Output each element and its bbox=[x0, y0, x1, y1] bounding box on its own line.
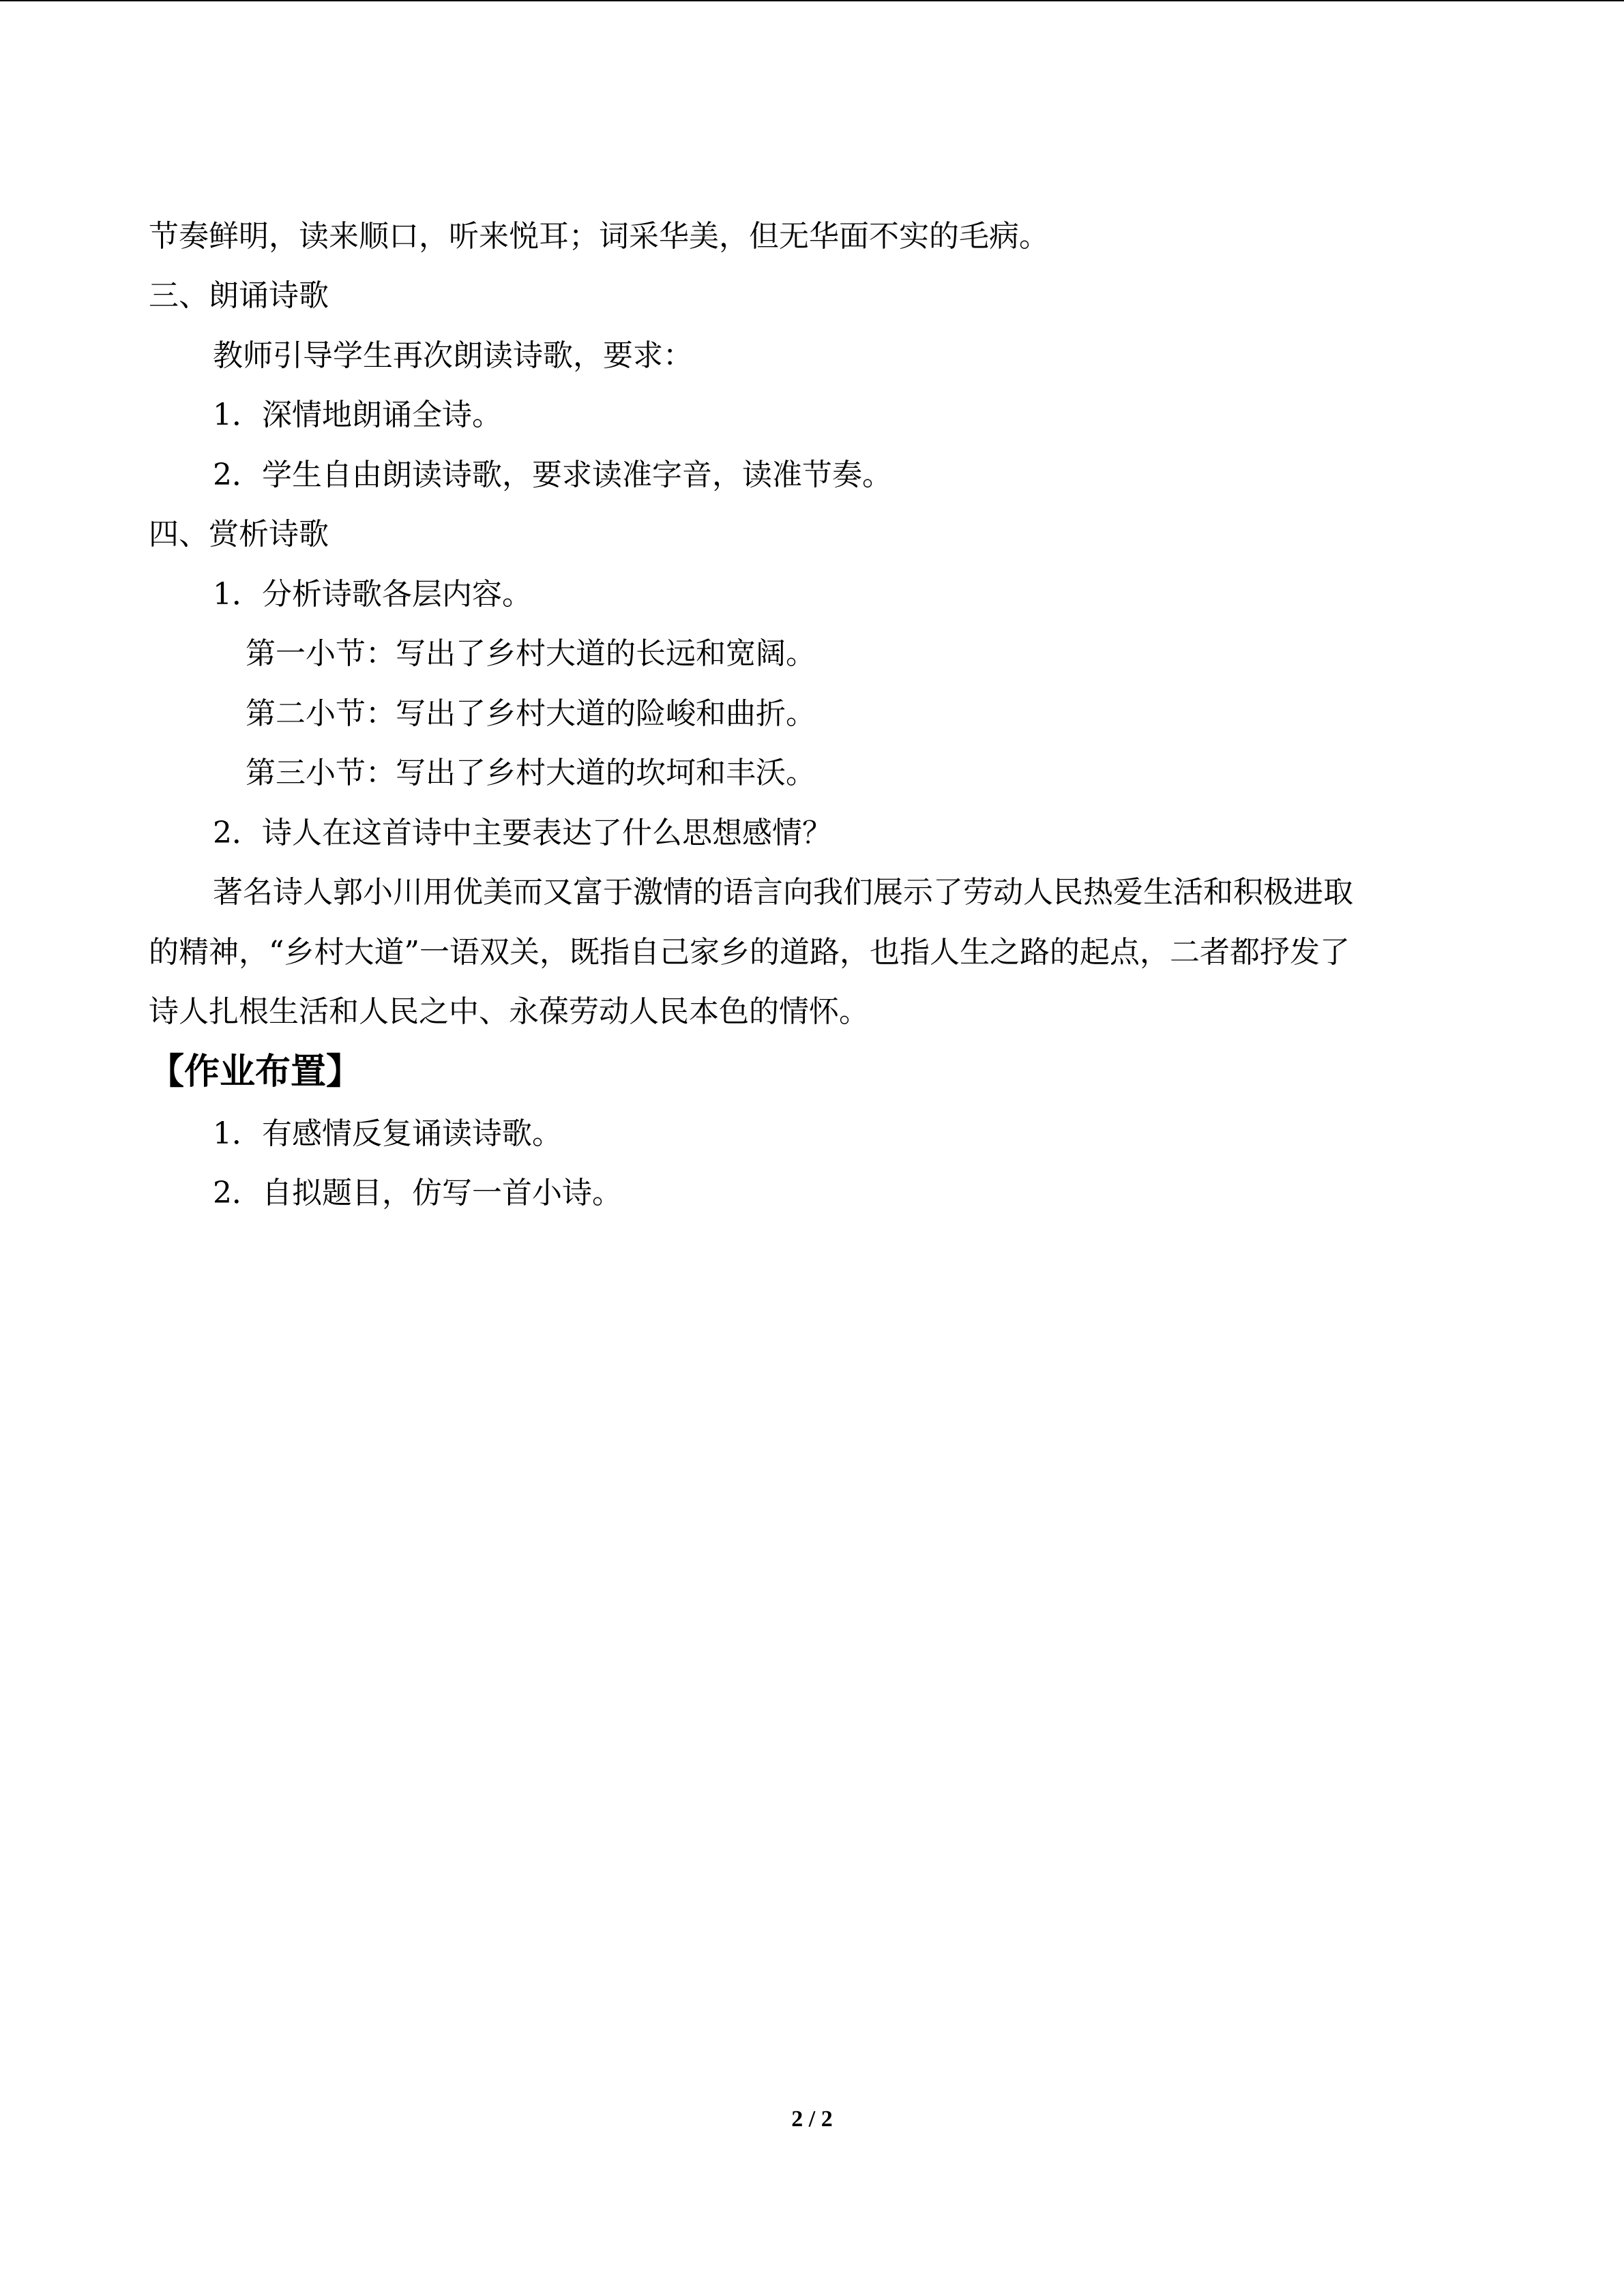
list-item: 2．学生自由朗读诗歌，要求读准字音，读准节奏。 bbox=[213, 458, 892, 492]
list-item: 2．诗人在这首诗中主要表达了什么思想感情？ bbox=[213, 816, 832, 850]
list-item: 1．分析诗歌各层内容。 bbox=[213, 577, 532, 612]
text-line: 第一小节：写出了乡村大道的长远和宽阔。 bbox=[246, 636, 816, 671]
homework-heading: 【作业布置】 bbox=[149, 1052, 362, 1092]
page-number: 2 / 2 bbox=[791, 2106, 833, 2132]
paragraph-line: 诗人扎根生活和人民之中、永葆劳动人民本色的情怀。 bbox=[149, 994, 869, 1029]
text-line: 节奏鲜明，读来顺口，听来悦耳；词采华美，但无华面不实的毛病。 bbox=[149, 219, 1049, 254]
homework-item: 1．有感情反复诵读诗歌。 bbox=[213, 1116, 562, 1151]
paragraph-line: 的精神，“乡村大道”一语双关，既指自己家乡的道路，也指人生之路的起点，二者都抒发了 bbox=[149, 935, 1350, 970]
text-line: 第三小节：写出了乡村大道的坎坷和丰沃。 bbox=[246, 756, 816, 790]
list-item: 1．深情地朗诵全诗。 bbox=[213, 398, 502, 432]
text-line: 第二小节：写出了乡村大道的险峻和曲折。 bbox=[246, 696, 816, 731]
section-heading-appreciate: 四、赏析诗歌 bbox=[149, 517, 329, 552]
paragraph-line: 著名诗人郭小川用优美而又富于激情的语言向我们展示了劳动人民热爱生活和积极进取 bbox=[213, 875, 1353, 910]
homework-item: 2．自拟题目，仿写一首小诗。 bbox=[213, 1176, 622, 1210]
text-line: 教师引导学生再次朗读诗歌，要求： bbox=[213, 338, 693, 373]
section-heading-recite: 三、朗诵诗歌 bbox=[149, 278, 329, 313]
